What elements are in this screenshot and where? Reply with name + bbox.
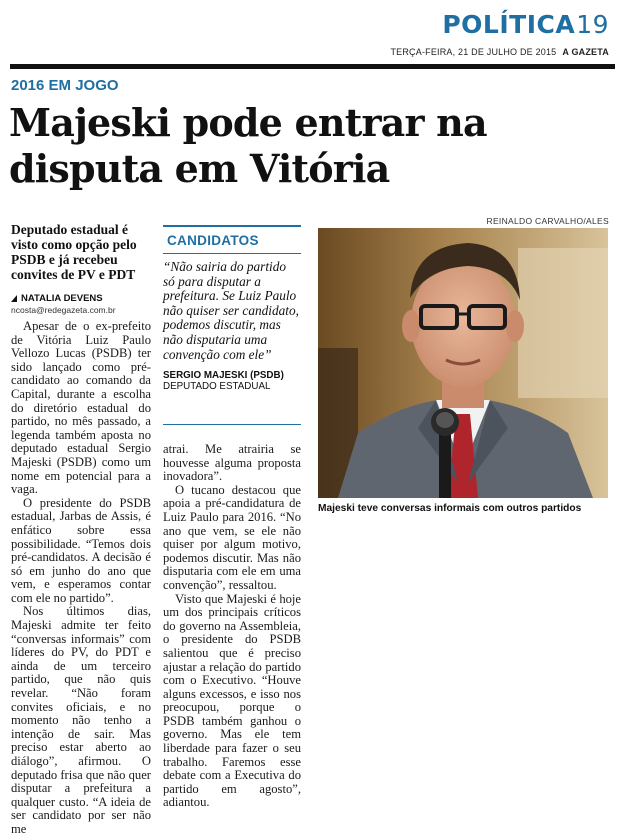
author — [11, 293, 151, 304]
deck: Deputado estadual é visto como opção pelo PSDB e já recebeu convites de PV e PDT — [11, 222, 137, 282]
photo-credit: REINALDO CARVALHO/ALES — [486, 216, 609, 226]
paragraph: atrai. Me atrairia se houvesse alguma proposta inovadora”. — [163, 442, 301, 484]
paragraph: Nos últimos dias, Majeski admite ter feito “conversas informais” com líderes do PV, do PDT e ainda de um terceiro partido, que não quis revelar. “Não foram convites oficiais, e no momento não tenho a intenção de sair. Mas preciso estar aberto ao diálogo”, afirmou. O deputado frisa que não quer disputar a prefeitura a qualquer custo. “A ideia de ser candidato por ser não me — [11, 604, 151, 836]
paragraph: O tucano destacou que apoia a pré-candidatura de Luiz Paulo para 2016. “No ano que vem, se ele não quiser por algum motivo, podemos discutir. Mas não disputaria com ele em uma convenção”, ressaltou. — [163, 482, 301, 592]
author-name: NATALIA DEVENS — [21, 293, 103, 304]
author-email: ncosta@redegazeta.com.br — [11, 305, 116, 315]
byline — [11, 293, 151, 315]
photo-caption: Majeski teve conversas informais com outros partidos — [318, 503, 582, 514]
kicker: 2016 EM JOGO — [11, 77, 119, 94]
section-name: POLÍTICA — [442, 10, 576, 39]
body-column-2 — [163, 443, 301, 810]
masthead — [0, 0, 625, 70]
byline-triangle-icon — [11, 295, 17, 302]
pull-quote: “Não sairia do partido só para disputar a prefeitura. Se Luiz Paulo não quiser ser candidato, podemos discutir, mas não disputaria uma convenção com ele” — [163, 259, 299, 362]
paper-name: A GAZETA — [562, 47, 609, 57]
paragraph: Apesar de o ex-prefeito de Vitória Luiz Paulo Vellozo Lucas (PSDB) ter sido lançado como pré-candidato ao comando da Capital, durante a escolha do diretório estadual do partido, no mês passado, a legenda também aposta no deputado estadual Sergio Majeski (PSDB) como um nome em potencial para a vaga. — [11, 319, 151, 497]
box-title: CANDIDATOS — [163, 225, 301, 254]
portrait-illustration — [318, 228, 608, 498]
dateline — [390, 47, 609, 57]
paragraph: Visto que Majeski é hoje um dos principais críticos do governo na Assembleia, o presidente do PSDB salientou que é preciso ajustar a relação do partido com o Executivo. “Houve alguns excessos, e isso nos preocupou, porque o PSDB também ganhou o governo. Mas ele tem liberdade para fazer o seu trabalho. Faremos esse debate com a Executiva do partido em agosto”, adiantou. — [163, 591, 301, 810]
date: TERÇA-FEIRA, 21 DE JULHO DE 2015 — [390, 47, 557, 57]
candidates-box — [163, 225, 301, 425]
page-number: 19 — [576, 10, 609, 39]
top-rule — [10, 64, 615, 69]
quote-attribution-name: SERGIO MAJESKI (PSDB) — [163, 370, 284, 382]
portrait-photo — [318, 228, 608, 498]
paragraph: O presidente do PSDB estadual, Jarbas de Assis, é enfático sobre essa possibilidade. “Temos dois pré-candidatos. A decisão é só em junho do ano que vem, e esperamos contar com ele no partido”. — [11, 495, 151, 605]
box-bottom-rule — [163, 424, 301, 425]
quote-attribution-role: DEPUTADO ESTADUAL — [163, 381, 271, 393]
headline: Majeski pode entrar na disputa em Vitória — [9, 100, 487, 191]
body-column-1 — [11, 320, 151, 837]
section-title — [442, 10, 609, 39]
